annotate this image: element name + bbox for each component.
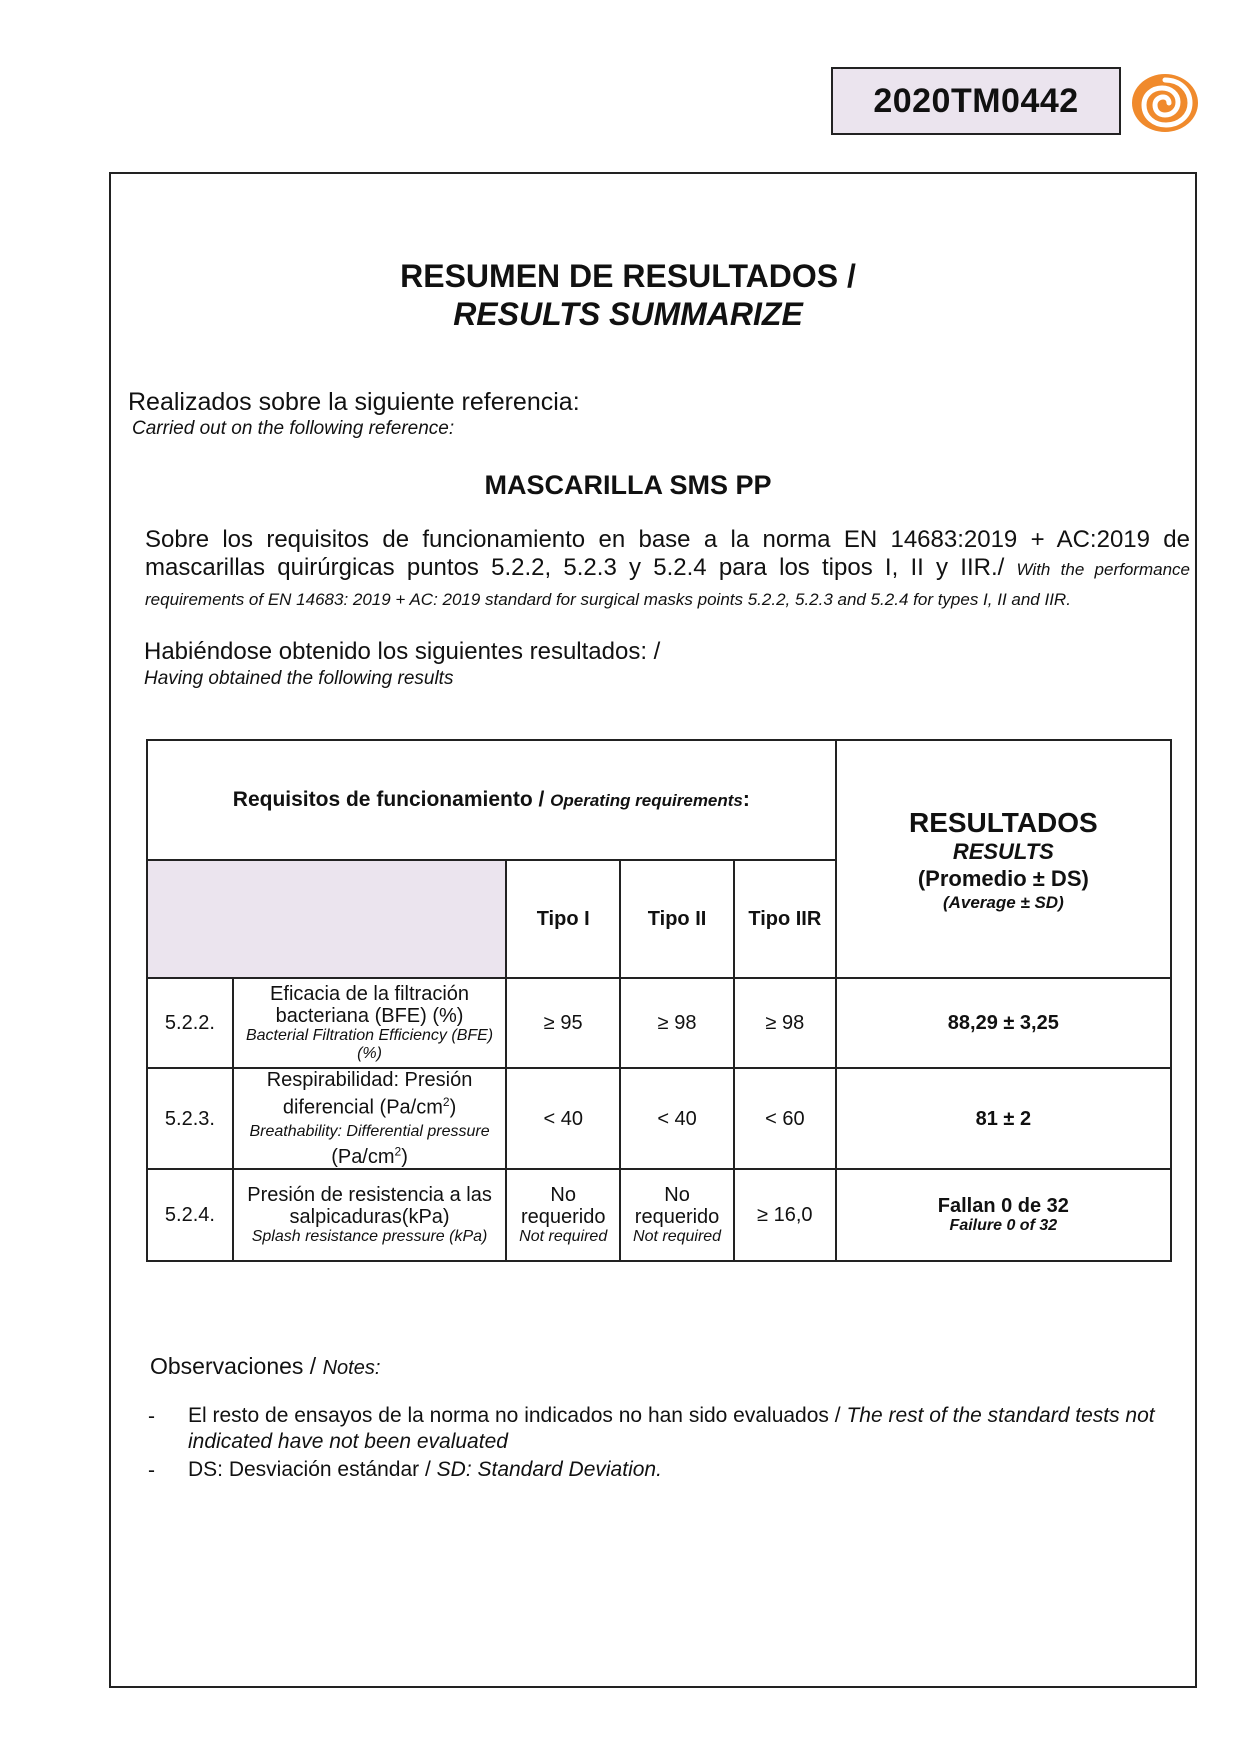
table-row: [147, 978, 1171, 1068]
obtained-es: Habiéndose obtenido los siguientes resultados: /: [144, 638, 661, 665]
requirements-paragraph: [145, 526, 1190, 614]
title-es: RESUMEN DE RESULTADOS /: [400, 258, 856, 294]
type-iir-value: < 60: [734, 1068, 836, 1169]
result-value: 81 ± 2: [836, 1068, 1171, 1169]
results-header: RESULTADOS RESULTS (Promedio ± DS) (Average ± SD): [836, 740, 1171, 978]
table-row: [147, 1068, 1171, 1169]
type-2-value: No requerido Not required: [620, 1169, 734, 1261]
type-1-value: < 40: [506, 1068, 620, 1169]
requirements-en: With the performance requirements of EN 14683: 2019 + AC: 2019 standard for surgical masks points 5.2.2, 5.2.3 and 5.2.4 for types I, II and IIR.: [145, 560, 1190, 609]
type-2-value: ≥ 98: [620, 978, 734, 1068]
requirement-description: Respirabilidad: Presión diferencial $(Pa/cm^2)$ Breathability: Differential pressure $(Pa/cm^2)$: [233, 1068, 506, 1169]
bullet-dash: -: [148, 1405, 155, 1428]
note-item: DS: Desviación estándar / SD: Standard Deviation.: [188, 1458, 662, 1481]
notes-label: Observaciones / Notes:: [150, 1353, 381, 1379]
reference-label-es: Realizados sobre la siguiente referencia:: [128, 388, 580, 416]
bullet-dash: -: [148, 1459, 155, 1482]
requirement-description: Eficacia de la filtración bacteriana (BFE) (%) Bacterial Filtration Efficiency (BFE) (%): [233, 978, 506, 1068]
type-iir-header: Tipo IIR: [734, 860, 836, 978]
reference-label-en: Carried out on the following reference:: [132, 418, 455, 439]
shaded-header-cell: [147, 860, 506, 978]
type-iir-value: ≥ 16,0: [734, 1169, 836, 1261]
product-name: MASCARILLA SMS PP: [484, 470, 772, 500]
point-number: 5.2.2.: [147, 978, 233, 1068]
result-value: 88,29 ± 3,25: [836, 978, 1171, 1068]
type-iir-value: ≥ 98: [734, 978, 836, 1068]
table-row: [147, 1169, 1171, 1261]
obtained-en: Having obtained the following results: [144, 668, 454, 689]
requirement-description: Presión de resistencia a las salpicaduras(kPa) Splash resistance pressure (kPa): [233, 1169, 506, 1261]
type-1-value: No requerido Not required: [506, 1169, 620, 1261]
type-2-header: Tipo II: [620, 860, 734, 978]
orange-spiral-icon: [1130, 72, 1200, 134]
requirements-header: Requisitos de funcionamiento / Operating requirements:: [147, 740, 836, 860]
point-number: 5.2.3.: [147, 1068, 233, 1169]
requirements-es: Sobre los requisitos de funcionamiento en base a la norma EN 14683:2019 + AC:2019 de mascarillas quirúrgicas puntos 5.2.2, 5.2.3 y 5.2.4 para los tipos I, II y IIR./: [145, 526, 1190, 581]
note-item: El resto de ensayos de la norma no indicados no han sido evaluados / The rest of the standard tests not indicated have not been evaluated: [188, 1404, 1155, 1453]
type-1-value: ≥ 95: [506, 978, 620, 1068]
results-table: [146, 739, 1172, 1262]
title-en: RESULTS SUMMARIZE: [453, 296, 803, 332]
report-code: 2020TM0442: [831, 67, 1121, 135]
point-number: 5.2.4.: [147, 1169, 233, 1261]
result-value: Fallan 0 de 32 Failure 0 of 32: [836, 1169, 1171, 1261]
type-2-value: < 40: [620, 1068, 734, 1169]
type-1-header: Tipo I: [506, 860, 620, 978]
